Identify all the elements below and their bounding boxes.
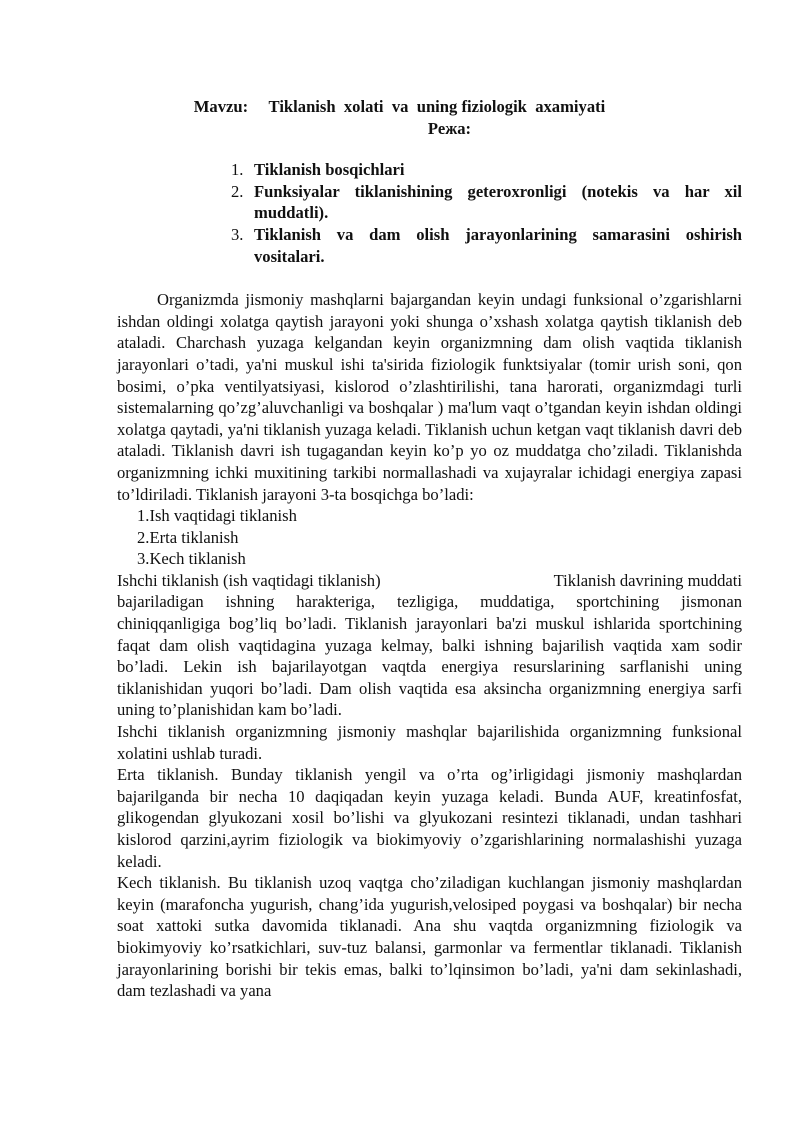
plan-item-number: 1. [231, 160, 244, 180]
working-recovery-heading: Ishchi tiklanish (ish vaqtidagi tiklanish) [117, 570, 381, 590]
working-recovery-paragraph: bajariladigan ishning harakteriga, tezligiga, muddatiga, sportchining jismonan chiniqqanligiga bog’liq bo’ladi. Tiklanish jarayonlari ba'zi muskul ishlarida sportchining faqat dam olish vaqtidagina yuzaga kelmay, balki ishning bajarilish vaqtida xam sodir bo’ladi. Lekin ish bajarilayotgan vaqtda energiya resurslarining sarflanishi uning tiklanishidan yuqori bo’ladi. Dam olish vaqtida esa aksincha organizmning energiya sarfi uning to’planishidan kam bo’ladi. [117, 592, 742, 720]
intro-paragraph: Organizmda jismoniy mashqlarni bajargandan keyin undagi funksional o’zgarishlarni ishdan oldingi xolatga qaytish jarayoni yoki shunga o’xshash xolatga qaytish tiklanish deb ataladi. Charchash yuzaga kelgandan keyin organizmning dam olish vaqtida tiklanish jarayonlari o’tadi, ya'ni muskul ishi ta'sirida fiziologik funktsiyalar (tomir urish soni, qon bosimi, o’pka ventilyatsiyasi, kislorod o’zlashtirilishi, tana harorati, organizmdagi turli sistemalarning qo’zg’aluvchanligi va boshqalar ) ma'lum vaqt o’tgandan keyin ishdan oldingi xolatga qaytadi, ya'ni tiklanish yuzaga keladi. Tiklanish uchun ketgan vaqt tiklanish davri deb ataladi. Tiklanish davri ish tugagandan keyin ko’p yo oz muddatga cho’ziladi. Tiklanishda organizmning ichki muxitining tarkibi normallashadi va xujayralar ichidagi energiya zapasi to’ldiriladi. Tiklanish jarayoni 3-ta bosqichga bo’ladi: [117, 290, 742, 504]
stage-item: 1.Ish vaqtidagi tiklanish [137, 506, 297, 526]
recovery-period-heading: Tiklanish davrining muddati [553, 570, 742, 590]
plan-item-text: Tiklanish bosqichlari [254, 160, 405, 180]
plan-item-number: 3. [231, 224, 244, 244]
late-recovery-paragraph: Kech tiklanish. Bu tiklanish uzoq vaqtga cho’ziladigan kuchlangan jismoniy mashqlardan keyin (marafoncha yugurish, chang’ida yugurish,velosiped poygasi va boshqalar) bir necha soat xattoki sutka davomida tiklanadi. Ana shu vaqtda organizmning fiziologik va biokimyoviy ko’rsatkichlari, suv-tuz balansi, garmonlar va fermentlar tiklanadi. Tiklanish jarayonlarining borishi bir tekis emas, balki to’lqinsimon bo’ladi, ya'ni dam sekinlashadi, dam tezlashadi va yana [117, 873, 742, 1001]
plan-heading: Режа: [427, 118, 472, 138]
plan-item-text: Funksiyalar tiklanishining geteroxronligi (notekis va har xil muddatli). [254, 181, 742, 223]
plan-item [231, 224, 742, 267]
plan-item-text: Tiklanish va dam olish jarayonlarining samarasini oshirish vositalari. [254, 224, 742, 266]
plan-item [231, 181, 742, 224]
stage-item: 2.Erta tiklanish [137, 527, 239, 547]
document-page [117, 96, 742, 1002]
working-recovery-heading-row [117, 570, 742, 592]
plan-list [117, 159, 742, 267]
early-recovery-paragraph: Erta tiklanish. Bunday tiklanish yengil va o’rta og’irligidagi jismoniy mashqlardan bajarilganda bir necha 10 daqiqadan keyin yuzaga keladi. Bunda AUF, kreatinfosfat, glikogendan glyukozani xosil bo’lishi va glyukozani resintezi tiklanadi, undan tashhari kislorod qarzini,ayrim fiziologik va biokimyoviy o’zgarishlarining normalashishi yuzaga keladi. [117, 765, 742, 871]
plan-item [231, 159, 742, 181]
plan-item-number: 2. [231, 181, 244, 201]
page-title: Mavzu: Tiklanish xolati va uning fiziologik axamiyati [193, 97, 606, 116]
document-body [117, 289, 742, 1002]
working-recovery-function-paragraph: Ishchi tiklanish organizmning jismoniy mashqlar bajarilishida organizmning funksional xolatini ushlab turadi. [117, 722, 742, 763]
stage-item: 3.Kech tiklanish [137, 549, 246, 569]
